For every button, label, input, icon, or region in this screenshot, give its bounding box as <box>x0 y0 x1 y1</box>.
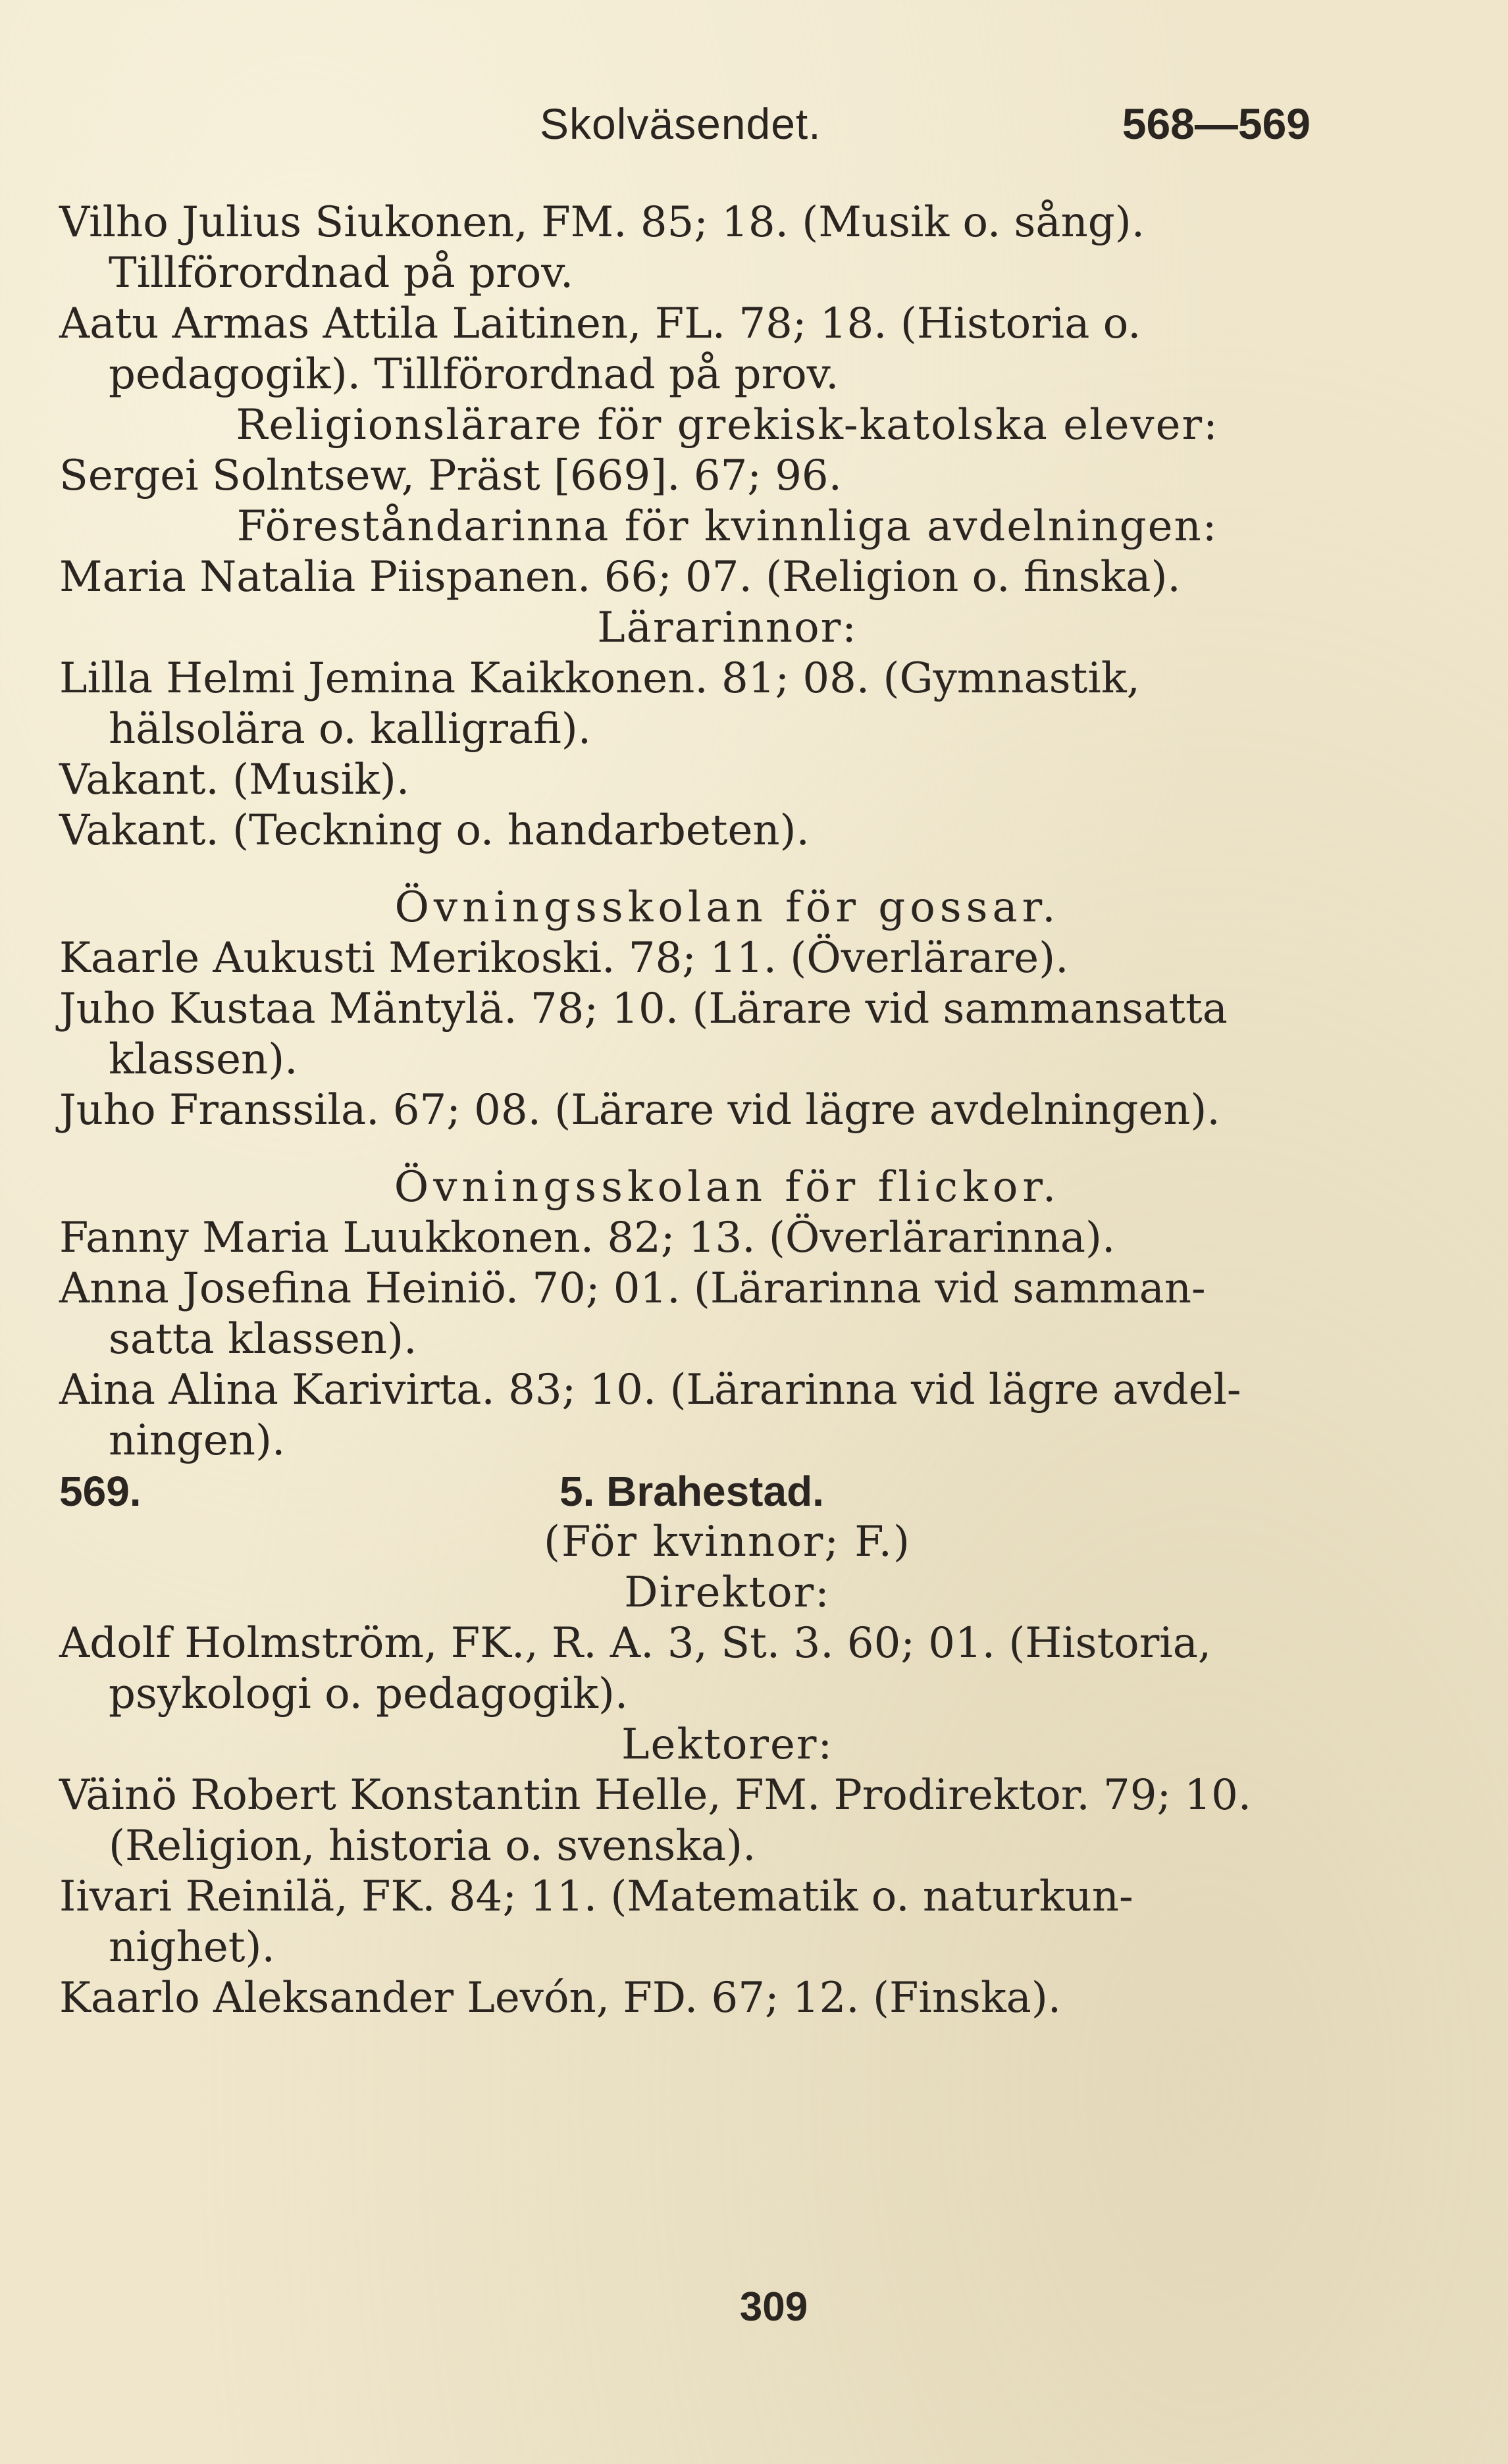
text-line: pedagogik). Tillförordnad på prov. <box>109 350 839 399</box>
text-line: Iivari Reinilä, FK. 84; 11. (Matematik o. naturkun- <box>59 1872 1133 1921</box>
text-line: Fanny Maria Luukkonen. 82; 13. (Överlärarinna). <box>59 1214 1116 1262</box>
town-title: 5. Brahestad. <box>559 1468 824 1515</box>
text-line: Vakant. (Teckning o. handarbeten). <box>59 806 810 855</box>
text-line: Vilho Julius Siukonen, FM. 85; 18. (Musik o. sång). <box>59 198 1145 247</box>
text-line: nighet). <box>109 1923 275 1972</box>
text-line: Anna Josefina Heiniö. 70; 01. (Lärarinna vid samman- <box>59 1264 1206 1313</box>
text-line: Aatu Armas Attila Laitinen, FL. 78; 18. (Historia o. <box>59 299 1141 348</box>
subheading: Direktor: <box>624 1568 831 1617</box>
text-line: hälsolära o. kalligrafi). <box>109 705 592 754</box>
entry-number: 569. <box>59 1468 142 1515</box>
text-line: satta klassen). <box>109 1315 417 1364</box>
text-line: (Religion, historia o. svenska). <box>109 1822 756 1870</box>
page-number: 309 <box>739 2284 808 2330</box>
text-line: Sergei Solntsew, Präst [669]. 67; 96. <box>59 451 842 500</box>
subheading: Föreståndarinna för kvinnliga avdelningen: <box>236 502 1218 551</box>
text-line: Maria Natalia Piispanen. 66; 07. (Religion o. finska). <box>59 553 1181 602</box>
text-line: Vakant. (Musik). <box>59 756 410 804</box>
text-line: ningen). <box>109 1416 286 1465</box>
entry-heading <box>59 1466 1330 1517</box>
section-title: Skolväsendet. <box>540 99 821 148</box>
text-line: Lilla Helmi Jemina Kaikkonen. 81; 08. (Gymnastik, <box>59 654 1140 703</box>
text-line: Aina Alina Karivirta. 83; 10. (Lärarinna vid lägre avdel- <box>59 1366 1241 1414</box>
text-line: Adolf Holmström, FK., R. A. 3, St. 3. 60; 01. (Historia, <box>59 1619 1212 1668</box>
text-line: Kaarle Aukusti Merikoski. 78; 11. (Överlärare). <box>59 934 1069 983</box>
section-heading: Övningsskolan för flickor. <box>394 1163 1061 1212</box>
subheading: (För kvinnor; F.) <box>544 1518 911 1566</box>
text-line: Kaarlo Aleksander Levón, FD. 67; 12. (Finska). <box>59 1974 1062 2022</box>
text-line: Väinö Robert Konstantin Helle, FM. Prodirektor. 79; 10. <box>59 1771 1252 1820</box>
subheading: Religionslärare för grekisk-katolska elever: <box>236 401 1219 449</box>
text-line: psykologi o. pedagogik). <box>109 1670 629 1718</box>
text-line: klassen). <box>109 1035 298 1084</box>
text-line: Tillförordnad på prov. <box>109 249 574 297</box>
page-header <box>0 99 1508 158</box>
text-line: Juho Kustaa Mäntylä. 78; 10. (Lärare vid sammansatta <box>59 985 1228 1033</box>
document-body <box>59 197 1330 2024</box>
subheading: Lärarinnor: <box>597 603 858 652</box>
subheading: Lektorer: <box>621 1720 834 1769</box>
section-heading: Övningsskolan för gossar. <box>394 883 1060 932</box>
text-line: Juho Franssila. 67; 08. (Lärare vid lägre avdelningen). <box>59 1086 1220 1135</box>
entry-range: 568—569 <box>1122 99 1311 148</box>
